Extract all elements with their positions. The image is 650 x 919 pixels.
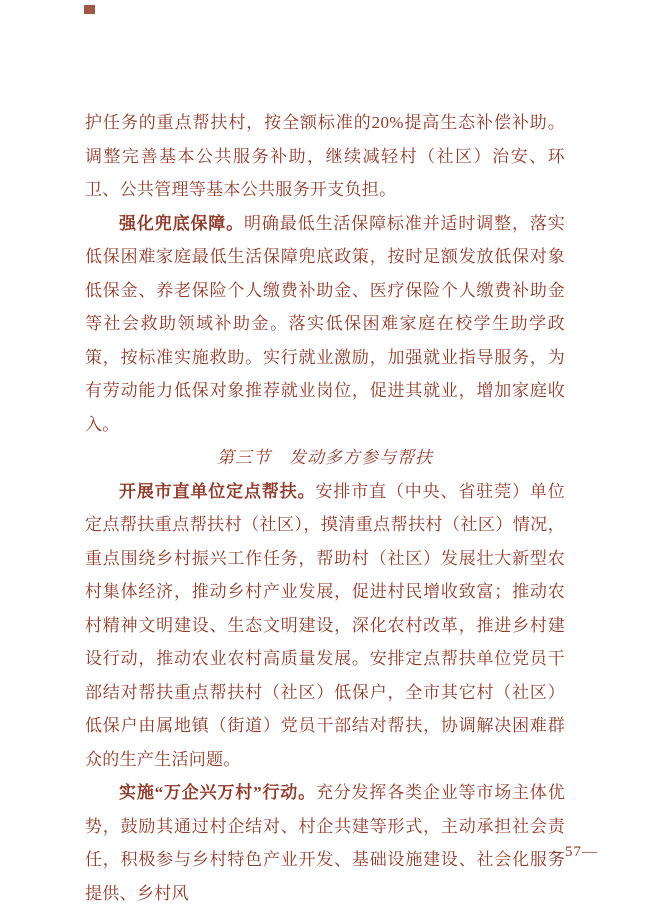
- paragraph-lead: 开展市直单位定点帮扶。: [119, 481, 316, 501]
- paragraph-text: 明确最低生活保障标准并适时调整，落实低保困难家庭最低生活保障兜底政策，按时足额发放低保对象低保金、养老保险个人缴费补助金、医疗保险个人缴费补助金等社会救助领域补助金。落实低保困难家庭在校学生助学政策，按标准实施救助。实行就业激励，加强就业指导服务，为有劳动能力低保对象推荐就业岗位，促进其就业，增加家庭收入。: [85, 213, 565, 434]
- page-content: [85, 106, 565, 910]
- paragraph-text: 护任务的重点帮扶村，按全额标准的20%提高生态补偿补助。调整完善基本公共服务补助，继续减轻村（社区）治安、环卫、公共管理等基本公共服务开支负担。: [85, 113, 565, 199]
- page-number: —57—: [549, 844, 598, 860]
- paragraph-continuation: [85, 106, 565, 207]
- paragraph-lead: 实施“万企兴万村”行动。: [119, 783, 316, 802]
- section-heading: 第三节 发动多方参与帮扶: [217, 448, 433, 467]
- corner-mark: [84, 5, 95, 14]
- paragraph-enterprise-action: [85, 776, 565, 910]
- paragraph-designated-assistance: [85, 475, 565, 777]
- paragraph-text: 安排市直（中央、省驻莞）单位定点帮扶重点帮扶村（社区），摸清重点帮扶村（社区）情况，重点围绕乡村振兴工作任务，帮助村（社区）发展壮大新型农村集体经济，推动乡村产业发展，促进村民增收致富；推动农村精神文明建设、生态文明建设，深化农村改革，推进乡村建设行动，推动农业农村高质量发展。安排定点帮扶单位党员干部结对帮扶重点帮扶村（社区）低保户，全市其它村（社区）低保户由属地镇（街道）党员干部结对帮扶，协调解决困难群众的生产生活问题。: [85, 481, 565, 769]
- paragraph-bottom-line-guarantee: [85, 207, 565, 442]
- paragraph-lead: 强化兜底保障。: [119, 213, 245, 233]
- paragraph-text: 充分发挥各类企业等市场主体优势，鼓励其通过村企结对、村企共建等形式，主动承担社会责任，积极参与乡村特色产业开发、基础设施建设、社会化服务提供、乡村风: [85, 783, 565, 903]
